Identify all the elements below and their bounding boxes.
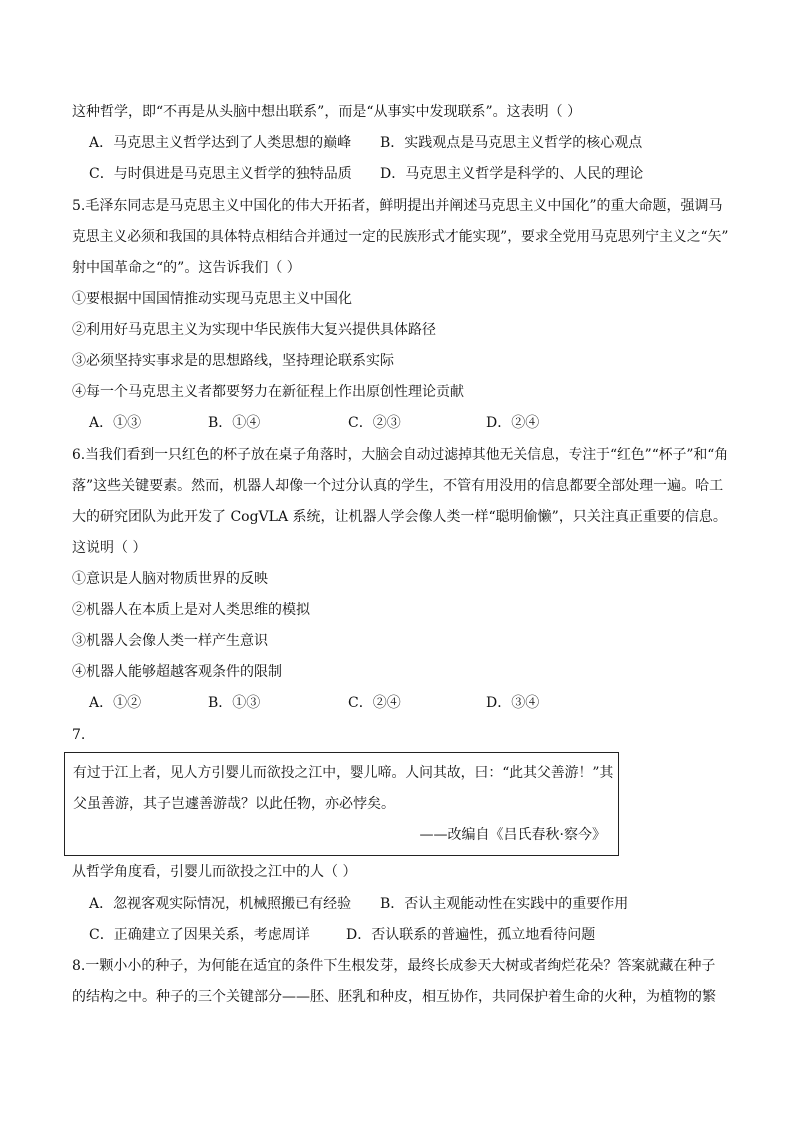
q6-stem-line-3: 大的研究团队为此开发了 CogVLA 系统，让机器人学会像人类一样“聪明偷懒”，只关注真正重要的信息。 bbox=[72, 509, 727, 525]
q6-statement-1: ①意识是人脑对物质世界的反映 bbox=[72, 571, 268, 587]
q7-quote-source: ——改编自《吕氏春秋·察今》 bbox=[419, 827, 606, 843]
q6-statement-2: ②机器人在本质上是对人类思维的模拟 bbox=[72, 602, 310, 618]
q5-stem-line-3: 射中国革命之“的”。这告诉我们（ ） bbox=[72, 260, 301, 276]
q6-option-b[interactable]: B．①③ bbox=[208, 695, 261, 711]
q7-quote-line-1: 有过于江上者，见人方引婴儿而欲投之江中，婴儿啼。人问其故，曰：“此其父善游！”其 bbox=[73, 765, 614, 781]
q4-option-b[interactable]: B．实践观点是马克思主义哲学的核心观点 bbox=[380, 135, 643, 151]
q5-option-a[interactable]: A．①③ bbox=[89, 415, 142, 431]
q5-statement-1: ①要根据中国国情推动实现马克思主义中国化 bbox=[72, 291, 352, 307]
q5-statement-3: ③必须坚持实事求是的思想路线，坚持理论联系实际 bbox=[72, 353, 394, 369]
q5-statement-4: ④每一个马克思主义者都要努力在新征程上作出原创性理论贡献 bbox=[72, 384, 464, 400]
q6-stem-line-1: 6.当我们看到一只红色的杯子放在桌子角落时，大脑会自动过滤掉其他无关信息，专注于“红色”“杯子”和“角 bbox=[72, 447, 729, 463]
q6-option-c[interactable]: C．②④ bbox=[348, 695, 401, 711]
q6-stem-line-2: 落”这些关键要素。然而，机器人却像一个过分认真的学生，不管有用没用的信息都要全部处理一遍。哈工 bbox=[72, 478, 724, 494]
q5-option-d[interactable]: D．②④ bbox=[486, 415, 540, 431]
q7-stem: 从哲学角度看，引婴儿而欲投之江中的人（ ） bbox=[72, 864, 357, 880]
q5-stem-line-2: 克思主义必须和我国的具体特点相结合并通过一定的民族形式才能实现”，要求全党用马克思列宁主义之“矢” bbox=[72, 229, 729, 245]
q5-option-b[interactable]: B．①④ bbox=[208, 415, 261, 431]
q6-statement-3: ③机器人会像人类一样产生意识 bbox=[72, 633, 268, 649]
q6-stem-line-4: 这说明（ ） bbox=[72, 540, 147, 556]
q7-option-c[interactable]: C．正确建立了因果关系，考虑周详 bbox=[89, 927, 310, 943]
q7-quote-line-2: 父虽善游，其子岂遽善游哉？以此任物，亦必悖矣。 bbox=[73, 796, 395, 812]
q6-option-a[interactable]: A．①② bbox=[89, 695, 142, 711]
q6-option-d[interactable]: D．③④ bbox=[486, 695, 540, 711]
q7-option-b[interactable]: B．否认主观能动性在实践中的重要作用 bbox=[380, 896, 629, 912]
q7-number: 7. bbox=[72, 727, 86, 743]
q5-stem-line-1: 5.毛泽东同志是马克思主义中国化的伟大开拓者，鲜明提出并阐述马克思主义中国化”的重大命题，强调马 bbox=[72, 198, 723, 214]
q8-stem-line-2: 的结构之中。种子的三个关键部分——胚、胚乳和种皮，相互协作，共同保护着生命的火种，为植物的繁 bbox=[72, 989, 716, 1005]
q7-option-a[interactable]: A．忽视客观实际情况，机械照搬已有经验 bbox=[89, 896, 352, 912]
q5-option-c[interactable]: C．②③ bbox=[348, 415, 401, 431]
q7-quote-box bbox=[64, 752, 619, 856]
q4-option-a[interactable]: A．马克思主义哲学达到了人类思想的巅峰 bbox=[89, 135, 352, 151]
q5-statement-2: ②利用好马克思主义为实现中华民族伟大复兴提供具体路径 bbox=[72, 322, 436, 338]
q4-option-d[interactable]: D．马克思主义哲学是科学的、人民的理论 bbox=[380, 166, 644, 182]
q6-statement-4: ④机器人能够超越客观条件的限制 bbox=[72, 664, 282, 680]
q8-stem-line-1: 8.一颗小小的种子，为何能在适宜的条件下生根发芽，最终长成参天大树或者绚烂花朵？答案就藏在种子 bbox=[72, 958, 716, 974]
q4-option-c[interactable]: C．与时俱进是马克思主义哲学的独特品质 bbox=[89, 166, 352, 182]
q4-stem-tail: 这种哲学，即“不再是从头脑中想出联系”，而是“从事实中发现联系”。这表明（ ） bbox=[72, 104, 582, 120]
q7-option-d[interactable]: D．否认联系的普遍性，孤立地看待问题 bbox=[346, 927, 596, 943]
